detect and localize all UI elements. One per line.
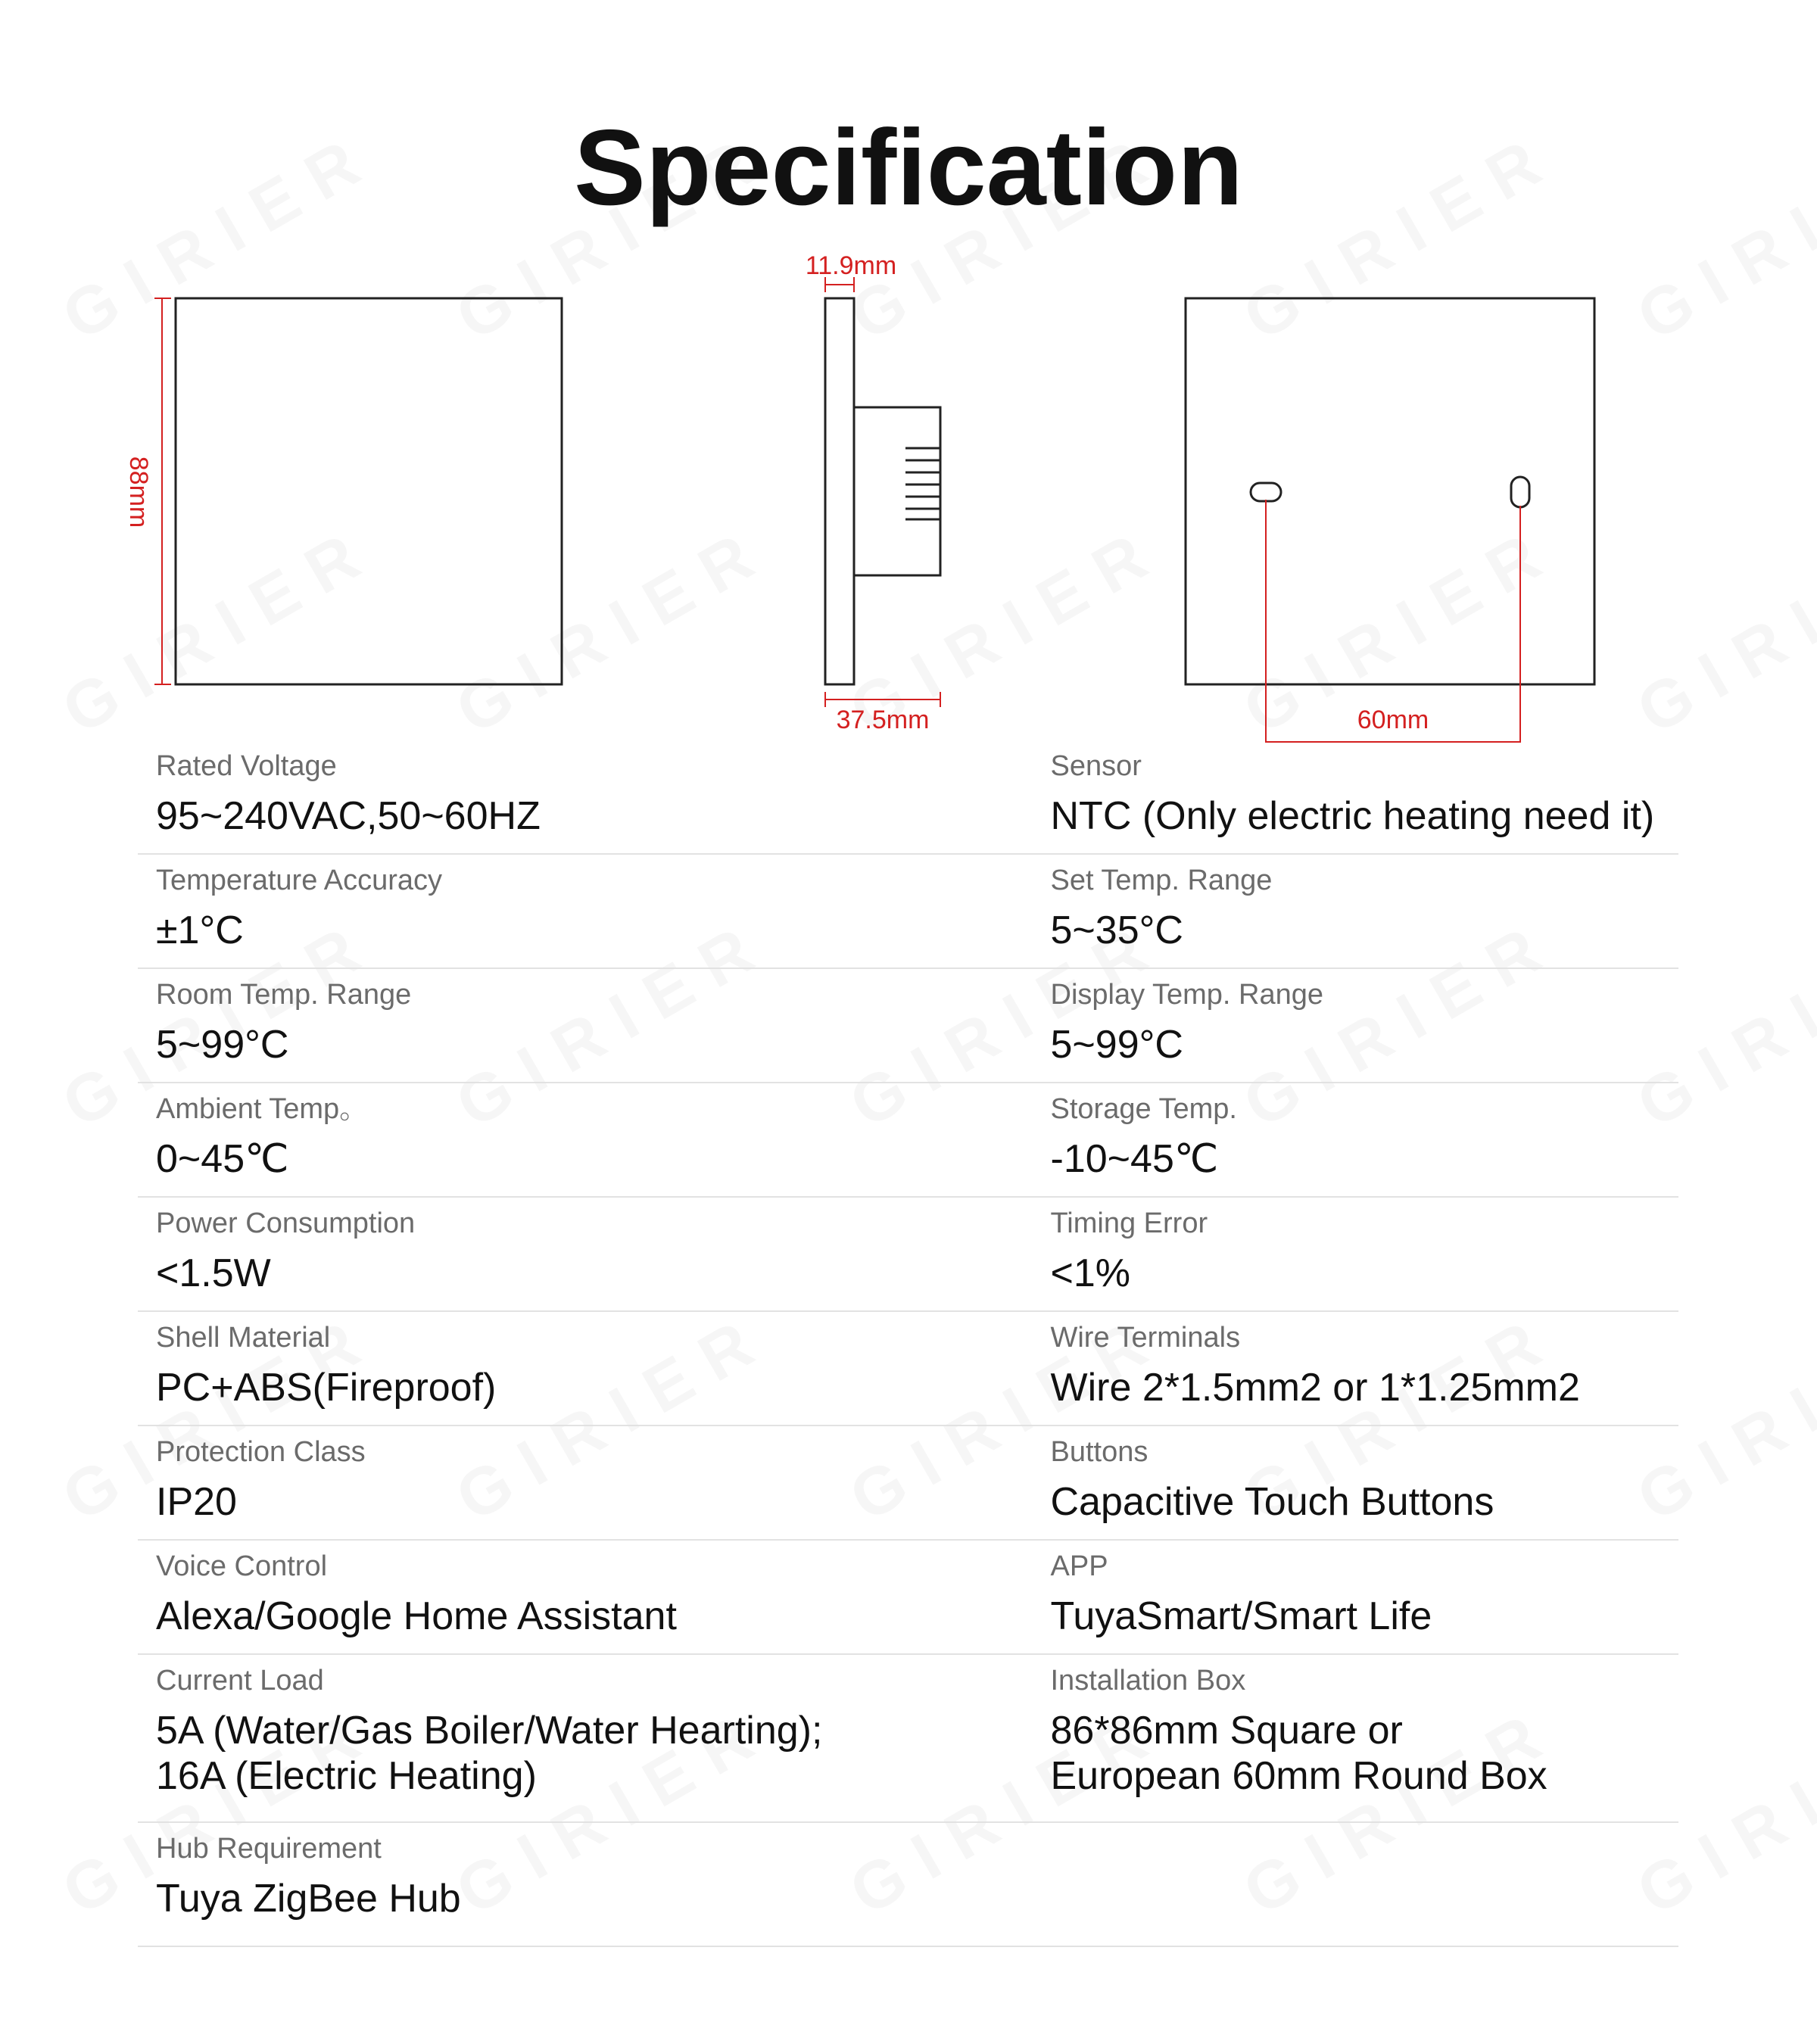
spec-cell bbox=[908, 1312, 1679, 1425]
spec-label: Installation Box bbox=[1050, 1665, 1246, 1697]
total-depth-dimension-line bbox=[825, 692, 940, 707]
spec-label: Display Temp. Range bbox=[1050, 979, 1323, 1011]
spec-row bbox=[138, 1655, 1678, 1823]
spec-value: <1% bbox=[1050, 1251, 1131, 1295]
spec-value-line: 16A (Electric Heating) bbox=[156, 1754, 537, 1798]
spec-label: Power Consumption bbox=[156, 1207, 416, 1239]
spec-row bbox=[138, 855, 1678, 969]
spec-label: Temperature Accuracy bbox=[156, 865, 443, 896]
spec-cell bbox=[908, 740, 1679, 853]
spec-cell bbox=[138, 1541, 908, 1653]
spec-label: Buttons bbox=[1050, 1436, 1148, 1468]
spec-value bbox=[1051, 1708, 1679, 1799]
spec-row bbox=[138, 1541, 1678, 1655]
spec-value: IP20 bbox=[156, 1480, 237, 1524]
left-mounting-hole bbox=[1251, 483, 1281, 501]
spec-row bbox=[138, 1198, 1678, 1312]
spec-label: Shell Material bbox=[156, 1322, 331, 1354]
spec-label: Sensor bbox=[1050, 750, 1142, 782]
spec-label: Rated Voltage bbox=[156, 750, 337, 782]
spec-value: -10~45℃ bbox=[1050, 1137, 1219, 1181]
spec-value: 5~99°C bbox=[156, 1023, 289, 1067]
side-terminal-slots bbox=[905, 448, 940, 519]
spec-value: 5~35°C bbox=[1050, 908, 1183, 952]
back-view bbox=[1186, 298, 1594, 742]
spec-value-line: 86*86mm Square or bbox=[1050, 1709, 1403, 1753]
spec-value: Tuya ZigBee Hub bbox=[156, 1877, 461, 1921]
spec-value: Alexa/Google Home Assistant bbox=[156, 1594, 677, 1638]
spec-value-line: 5A (Water/Gas Boiler/Water Hearting); bbox=[156, 1709, 823, 1753]
spec-cell bbox=[138, 740, 908, 853]
spec-value: TuyaSmart/Smart Life bbox=[1050, 1594, 1432, 1638]
front-panel-outline bbox=[176, 298, 562, 684]
back-panel-outline bbox=[1186, 298, 1594, 684]
spec-label: Protection Class bbox=[156, 1436, 366, 1468]
spec-label: Timing Error bbox=[1050, 1207, 1208, 1239]
spec-value: ±1°C bbox=[156, 908, 244, 952]
spec-cell bbox=[138, 969, 908, 1082]
spec-cell bbox=[908, 1823, 1679, 1946]
side-view bbox=[806, 251, 940, 734]
spec-value: <1.5W bbox=[156, 1251, 271, 1295]
spec-label: Ambient Temp。 bbox=[156, 1093, 369, 1125]
spec-value bbox=[156, 1708, 908, 1799]
page-title: Specification bbox=[574, 107, 1243, 228]
dimension-drawings bbox=[0, 227, 1817, 772]
spec-row bbox=[138, 969, 1678, 1083]
side-body-outline bbox=[854, 407, 940, 575]
spec-cell bbox=[908, 1426, 1679, 1539]
spec-label: Wire Terminals bbox=[1050, 1322, 1241, 1354]
spec-table bbox=[138, 740, 1678, 1947]
spec-cell bbox=[908, 1541, 1679, 1653]
spec-label: Set Temp. Range bbox=[1050, 865, 1273, 896]
spec-cell bbox=[138, 1426, 908, 1539]
spec-value: NTC (Only electric heating need it) bbox=[1050, 794, 1655, 838]
spec-label: Hub Requirement bbox=[156, 1833, 382, 1865]
spec-cell bbox=[138, 1823, 908, 1946]
spec-value: PC+ABS(Fireproof) bbox=[156, 1366, 497, 1410]
spec-cell bbox=[908, 1198, 1679, 1310]
right-mounting-hole bbox=[1511, 477, 1529, 507]
spec-cell bbox=[138, 1312, 908, 1425]
spec-cell bbox=[908, 1655, 1679, 1821]
spec-value: 0~45℃ bbox=[156, 1137, 289, 1181]
spec-cell bbox=[138, 1083, 908, 1196]
spec-cell bbox=[138, 855, 908, 967]
spec-label: APP bbox=[1050, 1550, 1108, 1582]
spec-row bbox=[138, 1426, 1678, 1541]
spec-value: 95~240VAC,50~60HZ bbox=[156, 794, 541, 838]
spec-value-line: European 60mm Round Box bbox=[1050, 1754, 1547, 1798]
plate-depth-label: 11.9mm bbox=[805, 251, 897, 280]
spec-row bbox=[138, 1823, 1678, 1947]
height-dimension-line bbox=[154, 298, 171, 684]
spec-label: Room Temp. Range bbox=[156, 979, 412, 1011]
spec-row bbox=[138, 740, 1678, 855]
spec-label: Current Load bbox=[156, 1665, 324, 1697]
spec-cell bbox=[138, 1198, 908, 1310]
spec-value: 5~99°C bbox=[1050, 1023, 1183, 1067]
total-depth-label: 37.5mm bbox=[836, 706, 930, 734]
spec-label: Voice Control bbox=[156, 1550, 328, 1582]
hole-spacing-label: 60mm bbox=[1357, 706, 1429, 734]
spec-cell bbox=[138, 1655, 908, 1821]
front-view bbox=[124, 298, 562, 684]
spec-cell bbox=[908, 969, 1679, 1082]
spec-label: Storage Temp. bbox=[1050, 1093, 1237, 1125]
spec-row bbox=[138, 1312, 1678, 1426]
spec-cell bbox=[908, 1083, 1679, 1196]
spec-value: Capacitive Touch Buttons bbox=[1050, 1480, 1494, 1524]
spec-row bbox=[138, 1083, 1678, 1198]
spec-value: Wire 2*1.5mm2 or 1*1.25mm2 bbox=[1050, 1366, 1580, 1410]
height-dimension-label: 88mm bbox=[124, 456, 153, 528]
spec-cell bbox=[908, 855, 1679, 967]
side-plate-outline bbox=[825, 298, 854, 684]
